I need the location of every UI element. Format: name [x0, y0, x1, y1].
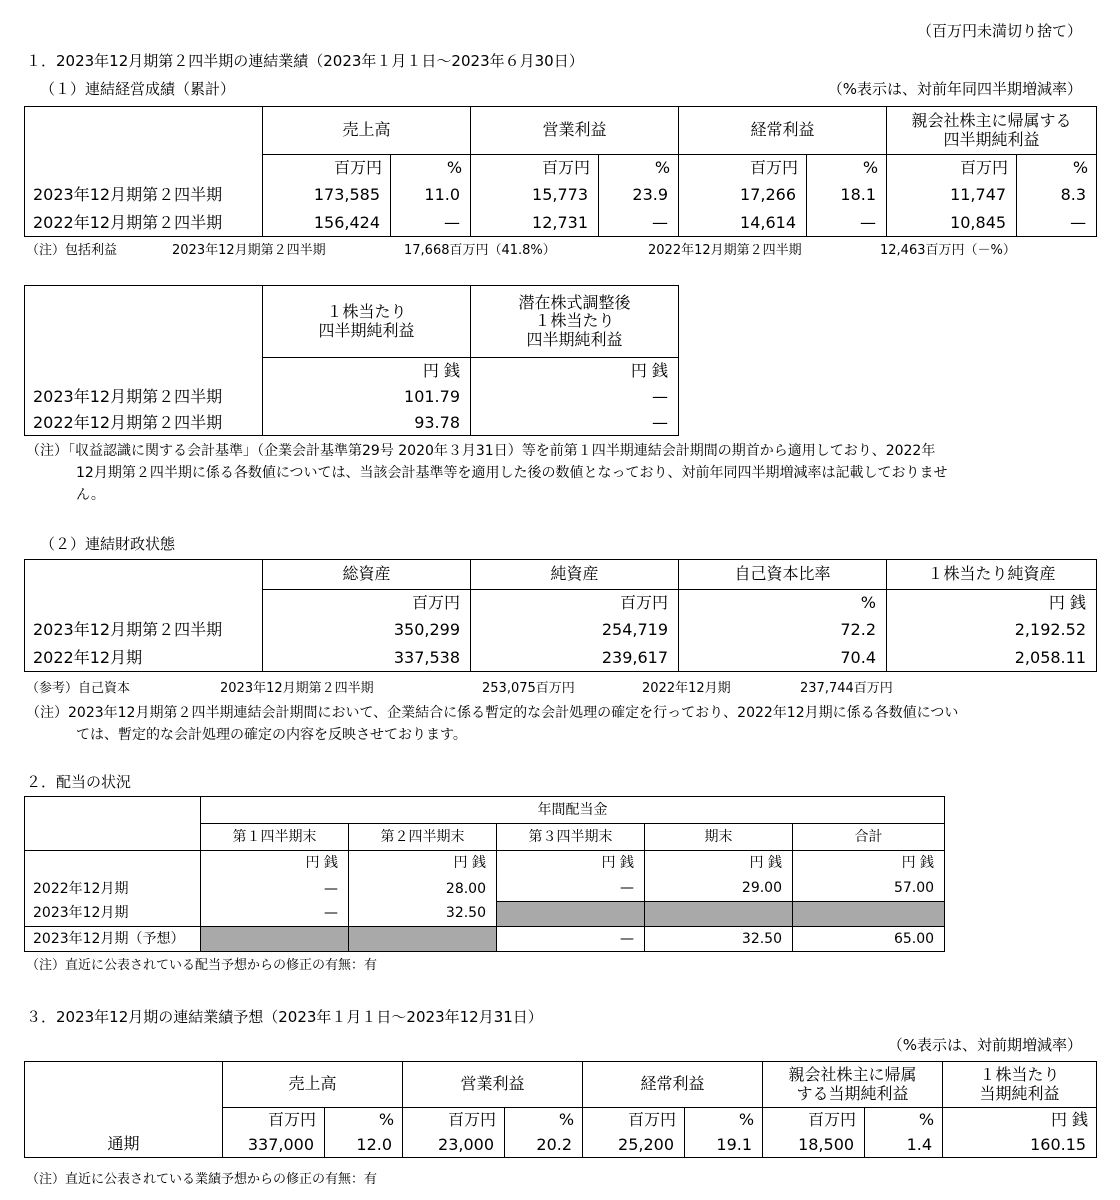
value-cell: 160.15 [943, 1132, 1097, 1158]
row-label: 2022年12月期 [25, 877, 201, 902]
equity-reference-period1: 2023年12月期第２四半期 [220, 681, 374, 696]
unit-cell: 円 銭 [943, 1108, 1097, 1132]
unit-cell: 円 銭 [471, 358, 679, 384]
eps-table [24, 285, 679, 436]
value-cell: — [471, 410, 679, 436]
earnings-forecast-note: （注）直近に公表されている業績予想からの修正の有無：有 [26, 1172, 378, 1187]
value-cell: — [201, 877, 349, 902]
row-label: 通期 [25, 1132, 223, 1158]
rounding-note: （百万円未満切り捨て） [916, 22, 1082, 40]
comprehensive-income-value1: 17,668百万円（41.8%） [404, 243, 556, 258]
unit-cell: % [325, 1108, 403, 1132]
unit-cell: 百万円 [263, 590, 471, 616]
header-diluted-eps-line2: １株当たり [534, 311, 615, 331]
value-cell: 18.1 [807, 181, 887, 209]
unit-cell: % [807, 155, 887, 181]
header-net-profit [763, 1062, 943, 1108]
value-cell: — [599, 209, 679, 237]
row-label: 2023年12月期第２四半期 [25, 181, 263, 209]
value-cell: 20.2 [505, 1132, 583, 1158]
value-cell: 337,000 [223, 1132, 325, 1158]
dividend-forecast-note: （注）直近に公表されている配当予想からの修正の有無：有 [26, 958, 378, 973]
unit-cell: 円 銭 [887, 590, 1097, 616]
comprehensive-income-period2: 2022年12月期第２四半期 [648, 243, 802, 258]
unit-cell: 円 銭 [263, 358, 471, 384]
table-row [25, 877, 945, 902]
header-eps-line2: 四半期純利益 [318, 320, 415, 340]
header-total: 合計 [793, 824, 945, 851]
header-annual-dividends: 年間配当金 [201, 797, 945, 824]
table-row [25, 927, 945, 952]
unit-cell: 円 銭 [201, 851, 349, 877]
value-cell: — [497, 877, 645, 902]
header-ordinary-profit: 経常利益 [679, 107, 887, 155]
table-row [25, 1132, 1097, 1158]
unit-cell: % [679, 590, 887, 616]
value-cell: 14,614 [679, 209, 807, 237]
value-cell: 19.1 [685, 1132, 763, 1158]
value-cell: 350,299 [263, 616, 471, 644]
header-q1-end: 第１四半期末 [201, 824, 349, 851]
value-cell: 23.9 [599, 181, 679, 209]
section1-sub1-title: （１）連結経営成績（累計） [40, 80, 236, 98]
unit-cell: % [865, 1108, 943, 1132]
note-line: 12月期第２四半期に係る各数値については、当該会計基準等を適用した後の数値となっており、対前年同四半期増減率は記載しておりませ [76, 465, 948, 481]
comprehensive-income-period1: 2023年12月期第２四半期 [172, 243, 326, 258]
row-label: 2023年12月期第２四半期 [25, 384, 263, 410]
unit-cell: 百万円 [403, 1108, 505, 1132]
value-cell: 18,500 [763, 1132, 865, 1158]
accounting-standard-note [26, 440, 1106, 506]
unit-cell: % [599, 155, 679, 181]
value-cell: — [391, 209, 471, 237]
financial-position-table [24, 559, 1097, 672]
equity-reference-value1: 253,075百万円 [482, 681, 575, 696]
value-cell: 101.79 [263, 384, 471, 410]
value-cell: 29.00 [645, 877, 793, 902]
shaded-cell [645, 902, 793, 927]
header-operating-profit: 営業利益 [471, 107, 679, 155]
table-row [25, 209, 1097, 237]
value-cell: 23,000 [403, 1132, 505, 1158]
unit-cell: % [505, 1108, 583, 1132]
value-cell: — [497, 927, 645, 952]
header-total-assets: 総資産 [263, 560, 471, 590]
section2-title: ２．配当の状況 [26, 773, 132, 791]
row-label: 2023年12月期 [25, 902, 201, 927]
unit-cell: % [391, 155, 471, 181]
unit-cell: 百万円 [223, 1108, 325, 1132]
value-cell: — [201, 902, 349, 927]
value-cell: 32.50 [645, 927, 793, 952]
header-net-profit-line2: する当期純利益 [796, 1083, 909, 1103]
header-net-assets: 純資産 [471, 560, 679, 590]
section3-note: （%表示は、対前期増減率） [887, 1036, 1082, 1054]
unit-cell: 百万円 [471, 155, 599, 181]
header-diluted-eps-line3: 四半期純利益 [526, 329, 623, 349]
value-cell: 15,773 [471, 181, 599, 209]
header-operating-profit: 営業利益 [403, 1062, 583, 1108]
header-net-profit [887, 107, 1097, 155]
value-cell: 57.00 [793, 877, 945, 902]
row-label: 2023年12月期（予想） [25, 927, 201, 952]
section1-sub2-title: （２）連結財政状態 [40, 535, 176, 553]
operating-results-table [24, 106, 1097, 237]
header-eps [263, 286, 471, 358]
equity-reference-label: （参考）自己資本 [26, 681, 131, 696]
row-label: 2022年12月期 [25, 644, 263, 672]
value-cell: 337,538 [263, 644, 471, 672]
note-line: ん。 [76, 487, 105, 503]
unit-cell: 百万円 [471, 590, 679, 616]
unit-cell: % [1017, 155, 1097, 181]
header-q3-end: 第３四半期末 [497, 824, 645, 851]
value-cell: 28.00 [349, 877, 497, 902]
table-row [25, 181, 1097, 209]
equity-reference-value2: 237,744百万円 [800, 681, 893, 696]
header-sales: 売上高 [223, 1062, 403, 1108]
header-ordinary-profit: 経常利益 [583, 1062, 763, 1108]
comprehensive-income-label: （注）包括利益 [26, 243, 118, 258]
value-cell: 10,845 [887, 209, 1017, 237]
value-cell: 25,200 [583, 1132, 685, 1158]
note-line: （注）2023年12月期第２四半期連結会計期間において、企業結合に係る暫定的な会計処理の確定を行っており、2022年12月期に係る各数値につい [26, 705, 959, 721]
shaded-cell [497, 902, 645, 927]
section1-sub1-note: （%表示は、対前年同四半期増減率） [827, 80, 1082, 98]
unit-cell: 円 銭 [497, 851, 645, 877]
unit-cell: 円 銭 [645, 851, 793, 877]
value-cell: 72.2 [679, 616, 887, 644]
value-cell: 32.50 [349, 902, 497, 927]
table-row [25, 902, 945, 927]
value-cell: — [807, 209, 887, 237]
header-eps-line1: １株当たり [326, 302, 407, 322]
header-year-end: 期末 [645, 824, 793, 851]
unit-cell: % [685, 1108, 763, 1132]
note-line: （注）「収益認識に関する会計基準」（企業会計基準第29号 2020年３月31日）等を前第１四半期連結会計期間の期首から適用しており、2022年 [26, 443, 936, 459]
value-cell: — [1017, 209, 1097, 237]
row-label: 2022年12月期第２四半期 [25, 410, 263, 436]
value-cell: — [471, 384, 679, 410]
value-cell: 254,719 [471, 616, 679, 644]
unit-cell: 百万円 [263, 155, 391, 181]
header-sales: 売上高 [263, 107, 471, 155]
header-net-profit-line2: 四半期純利益 [943, 129, 1040, 149]
header-diluted-eps [471, 286, 679, 358]
value-cell: 17,266 [679, 181, 807, 209]
row-label: 2023年12月期第２四半期 [25, 616, 263, 644]
table-row [25, 616, 1097, 644]
value-cell: 2,058.11 [887, 644, 1097, 672]
row-label: 2022年12月期第２四半期 [25, 209, 263, 237]
value-cell: 70.4 [679, 644, 887, 672]
value-cell: 8.3 [1017, 181, 1097, 209]
value-cell: 239,617 [471, 644, 679, 672]
table-row [25, 384, 679, 410]
header-net-profit-line1: 親会社株主に帰属 [788, 1065, 917, 1085]
header-eps-line2: 当期純利益 [979, 1083, 1060, 1103]
value-cell: 12,731 [471, 209, 599, 237]
shaded-cell [201, 927, 349, 952]
header-net-profit-line1: 親会社株主に帰属する [911, 111, 1072, 131]
forecast-table [24, 1061, 1097, 1158]
dividends-table [24, 796, 945, 952]
value-cell: 2,192.52 [887, 616, 1097, 644]
equity-reference-period2: 2022年12月期 [642, 681, 731, 696]
value-cell: 12.0 [325, 1132, 403, 1158]
value-cell: 93.78 [263, 410, 471, 436]
header-equity-ratio: 自己資本比率 [679, 560, 887, 590]
unit-cell: 円 銭 [349, 851, 497, 877]
header-q2-end: 第２四半期末 [349, 824, 497, 851]
table-row [25, 410, 679, 436]
header-diluted-eps-line1: 潜在株式調整後 [518, 292, 631, 312]
note-line: ては、暫定的な会計処理の確定の内容を反映させております。 [76, 727, 467, 743]
table-row [25, 644, 1097, 672]
section1-title: １．2023年12月期第２四半期の連結業績（2023年１月１日～2023年６月30日） [26, 52, 584, 70]
shaded-cell [793, 902, 945, 927]
provisional-accounting-note [26, 702, 1106, 746]
value-cell: 1.4 [865, 1132, 943, 1158]
unit-cell: 円 銭 [793, 851, 945, 877]
value-cell: 156,424 [263, 209, 391, 237]
value-cell: 11.0 [391, 181, 471, 209]
comprehensive-income-value2: 12,463百万円（－%） [880, 243, 1016, 258]
header-eps [943, 1062, 1097, 1108]
header-eps-line1: １株当たり [979, 1065, 1060, 1085]
section3-title: ３．2023年12月期の連結業績予想（2023年１月１日～2023年12月31日） [26, 1008, 543, 1026]
shaded-cell [349, 927, 497, 952]
value-cell: 11,747 [887, 181, 1017, 209]
unit-cell: 百万円 [887, 155, 1017, 181]
header-bps: １株当たり純資産 [887, 560, 1097, 590]
value-cell: 173,585 [263, 181, 391, 209]
value-cell: 65.00 [793, 927, 945, 952]
unit-cell: 百万円 [583, 1108, 685, 1132]
unit-cell: 百万円 [763, 1108, 865, 1132]
unit-cell: 百万円 [679, 155, 807, 181]
